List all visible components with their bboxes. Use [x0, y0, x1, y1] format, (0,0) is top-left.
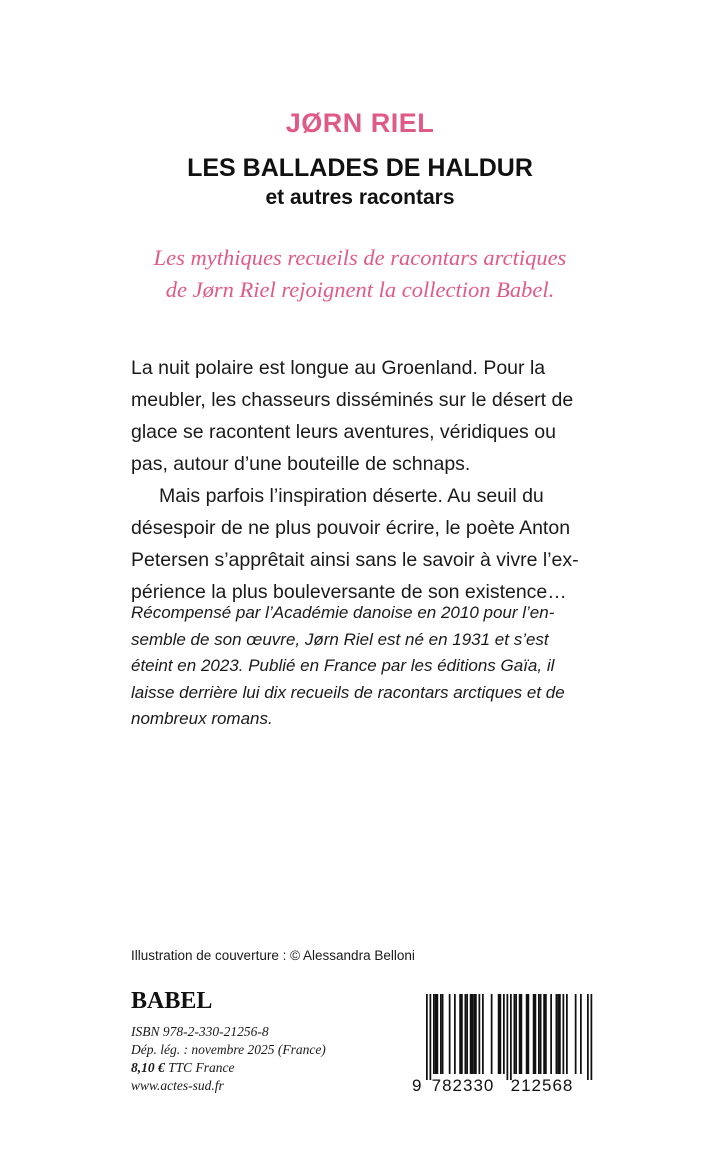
blurb-line: pas, autour d’une bouteille de schnaps. [131, 453, 471, 475]
barcode-bar [430, 994, 432, 1080]
barcode-bar [563, 994, 565, 1074]
barcode-bar [454, 994, 456, 1074]
blurb [131, 352, 601, 608]
barcode-bar [500, 994, 502, 1074]
blurb-line: Mais parfois l’inspiration déserte. Au seuil du [159, 485, 544, 507]
isbn: ISBN 978-2-330-21256-8 [131, 1024, 269, 1039]
price-line [131, 1059, 326, 1077]
barcode-bar [442, 994, 444, 1074]
blurb-line: périence la plus bouleversante de son existence… [131, 581, 567, 603]
tagline [0, 242, 720, 306]
bio-line: Récompensé par l’Académie danoise en 2010 pour l’en- [131, 603, 555, 622]
barcode-bar [470, 994, 472, 1074]
blurb-line: désespoir de ne plus pouvoir écrire, le poète Anton [131, 517, 571, 539]
barcode-bar [473, 994, 475, 1074]
price-suffix: TTC France [164, 1060, 235, 1075]
barcode-bar [521, 994, 523, 1074]
barcode-bar [566, 994, 568, 1074]
barcode-bar [550, 994, 552, 1074]
barcode-bar [433, 994, 435, 1074]
barcode-bar [440, 994, 442, 1074]
illustration-credit: Illustration de couverture : © Alessandra Belloni [131, 948, 415, 963]
barcode-bar [465, 994, 467, 1074]
bio-line: laisse derrière lui dix recueils de racontars arctiques et de [131, 682, 565, 702]
book-title: LES BALLADES DE HALDUR [187, 154, 533, 182]
blurb-line: meubler, les chasseurs disséminés sur le désert de [131, 389, 574, 411]
barcode-bar [514, 994, 516, 1074]
blurb-line: glace se racontent leurs aventures, véridiques ou [131, 421, 556, 443]
barcode-bar [466, 994, 468, 1074]
bio-line: semble de son œuvre, Jørn Riel est né en 1931 et s’est [131, 629, 549, 649]
tagline-line: Les mythiques recueils de racontars arctiques [153, 245, 567, 270]
barcode-bar [519, 994, 521, 1074]
blurb-line: Petersen s’apprêtait ainsi sans le savoir à vivre l’ex- [131, 549, 579, 571]
barcode-bar [437, 994, 439, 1074]
barcode-bar [575, 994, 577, 1074]
barcode-bar [543, 994, 545, 1074]
barcode-bar [507, 994, 509, 1080]
barcode-bar [556, 994, 558, 1074]
barcode-bar [587, 994, 589, 1080]
book-subtitle: et autres racontars [265, 186, 455, 209]
author-bio [131, 600, 601, 733]
barcode-bar [515, 994, 517, 1074]
barcode-bar [538, 994, 540, 1074]
barcode-bar [472, 994, 474, 1074]
bio-line: éteint en 2023. Publié en France par les éditions Gaïa, il [131, 656, 555, 675]
barcode-bar [533, 994, 535, 1074]
barcode-graphic [408, 994, 596, 1094]
barcode-bar [461, 994, 463, 1074]
blurb-line: La nuit polaire est longue au Groenland. Pour la [131, 357, 546, 379]
barcode-bars [426, 994, 592, 1080]
barcode [408, 994, 596, 1094]
barcode-bar [491, 994, 493, 1074]
barcode-bar [498, 994, 500, 1074]
barcode-bar [482, 994, 484, 1074]
barcode-bar [449, 994, 451, 1074]
barcode-bar [526, 994, 528, 1074]
barcode-bar [591, 994, 593, 1080]
author-name: JØRN RIEL [285, 108, 435, 138]
publication-info [131, 1023, 326, 1095]
barcode-bar [559, 994, 561, 1074]
barcode-bar [459, 994, 461, 1074]
publisher-logo: BABEL [131, 988, 213, 1014]
barcode-bar [510, 994, 512, 1080]
legal-deposit: Dép. lég. : novembre 2025 (France) [131, 1042, 326, 1057]
barcode-bar [475, 994, 477, 1074]
barcode-bar [580, 994, 582, 1074]
bio-line: nombreux romans. [131, 709, 273, 728]
barcode-bar [545, 994, 547, 1074]
barcode-bar [503, 994, 505, 1074]
barcode-lead-digit: 9 [412, 1076, 422, 1094]
barcode-bar [557, 994, 559, 1074]
barcode-bar [426, 994, 428, 1080]
barcode-bar [435, 994, 437, 1074]
website: www.actes-sud.fr [131, 1078, 224, 1093]
tagline-line: de Jørn Riel rejoignent la collection Babel. [165, 277, 555, 302]
barcode-bar [535, 994, 537, 1074]
barcode-bar [540, 994, 542, 1074]
barcode-bar [479, 994, 481, 1074]
price: 8,10 € [131, 1060, 165, 1075]
barcode-bar [528, 994, 530, 1074]
barcode-right-digits: 212568 [510, 1076, 574, 1094]
barcode-left-digits: 782330 [431, 1076, 495, 1094]
